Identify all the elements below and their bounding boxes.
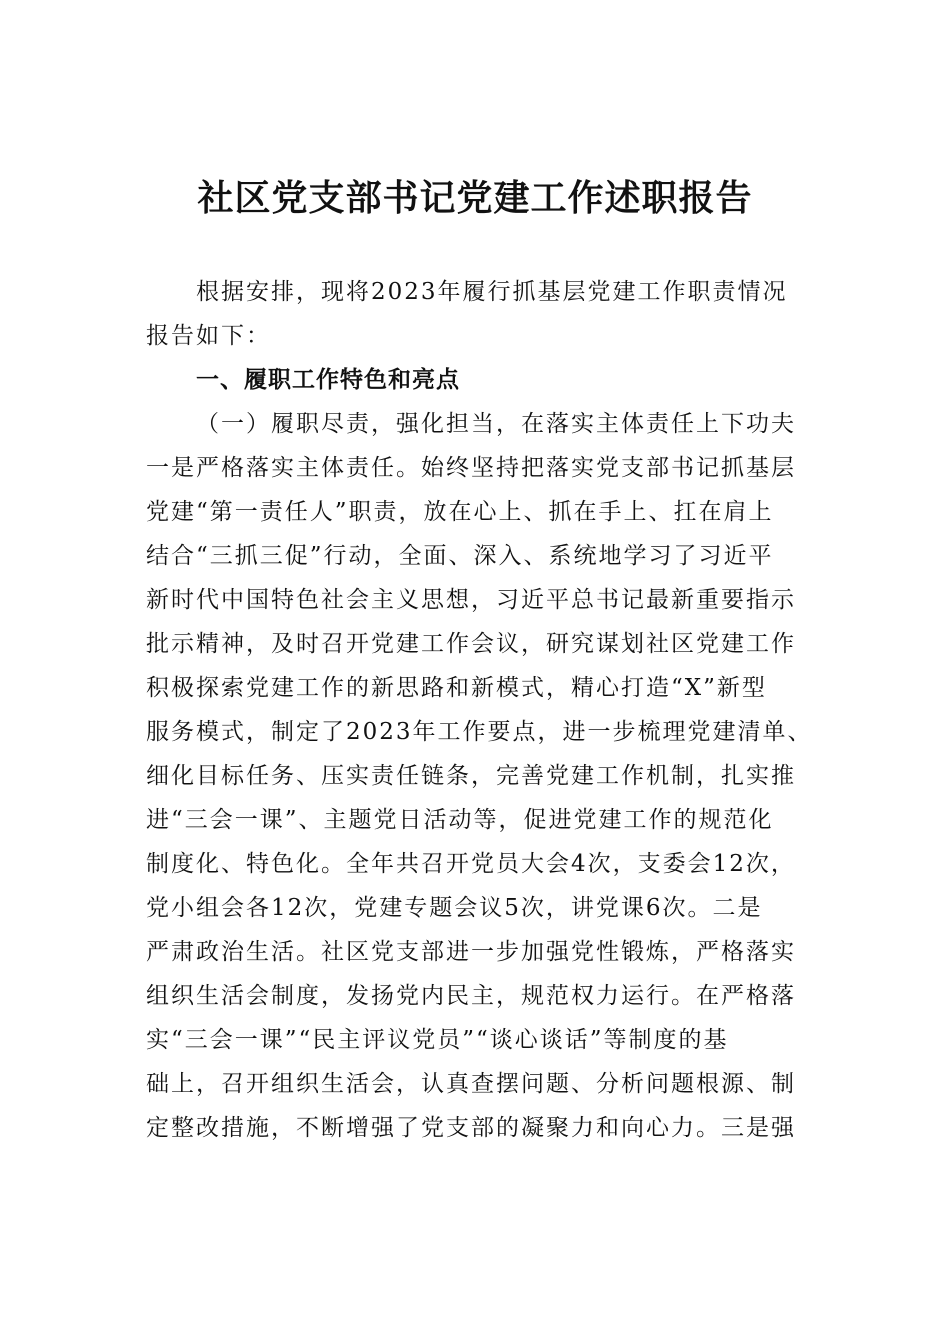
intro-line: 根据安排，现将2023年履行抓基层党建工作职责情况 <box>196 279 788 305</box>
body-line: 定整改措施，不断增强了党支部的凝聚力和向心力。三是强 <box>146 1115 796 1141</box>
body-line: 积极探索党建工作的新思路和新模式，精心打造“X”新型 <box>146 675 767 701</box>
subsection-heading: （一）履职尽责，强化担当，在落实主体责任上下功夫 <box>196 411 796 437</box>
body-line: 党小组会各12次，党建专题会议5次，讲党课6次。二是 <box>146 895 763 921</box>
body-line: 批示精神，及时召开党建工作会议，研究谋划社区党建工作 <box>146 631 796 657</box>
body-line: 础上，召开组织生活会，认真查摆问题、分析问题根源、制 <box>146 1071 796 1097</box>
body-line: 党建“第一责任人”职责，放在心上、抓在手上、扛在肩上 <box>146 499 774 525</box>
body-line: 服务模式，制定了2023年工作要点，进一步梳理党建清单、 <box>146 719 813 745</box>
body-line: 制度化、特色化。全年共召开党员大会4次，支委会12次， <box>146 851 796 877</box>
body-line: 细化目标任务、压实责任链条，完善党建工作机制，扎实推 <box>146 763 796 789</box>
body-line: 严肃政治生活。社区党支部进一步加强党性锻炼，严格落实 <box>146 939 796 965</box>
body-line: 结合“三抓三促”行动，全面、深入、系统地学习了习近平 <box>146 543 774 569</box>
body-line: 新时代中国特色社会主义思想，习近平总书记最新重要指示 <box>146 587 796 613</box>
body-line: 组织生活会制度，发扬党内民主，规范权力运行。在严格落 <box>146 983 796 1009</box>
body-line: 实“三会一课”“民主评议党员”“谈心谈话”等制度的基 <box>146 1027 729 1053</box>
body-line: 一是严格落实主体责任。始终坚持把落实党支部书记抓基层 <box>146 455 796 481</box>
body-line: 进“三会一课”、主题党日活动等，促进党建工作的规范化 <box>146 807 774 833</box>
intro-line: 报告如下： <box>146 323 271 349</box>
document-title: 社区党支部书记党建工作述职报告 <box>197 177 753 219</box>
section-heading: 一、履职工作特色和亮点 <box>196 367 460 393</box>
